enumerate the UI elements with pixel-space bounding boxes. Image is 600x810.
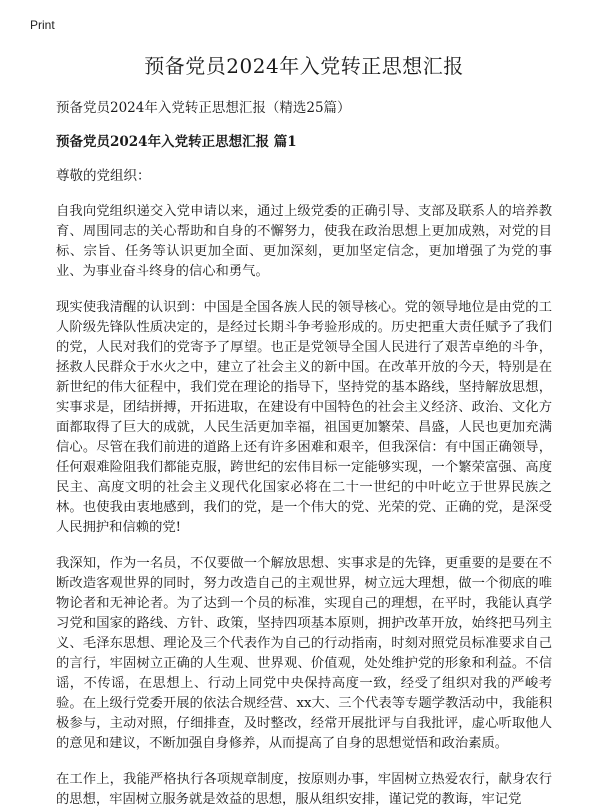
salutation: 尊敬的党组织： (56, 168, 151, 184)
paragraph-4: 在工作上，我能严格执行各项规章制度，按原则办事，牢固树立热爱农行，献身农行的思想，牢固树立服务就是效益的思想，服从组织安排，谨记党的教诲，牢记党 (56, 772, 552, 807)
paragraph-1: 自我向党组织递交入党申请以来，通过上级党委的正确引导、支部及联系人的培养教育、周围同志的关心帮助和自身的不懈努力，使我在政治思想上更加成熟，对党的目标、宗旨、任务等认识更加全面、更加深刻，更加坚定信念，更加增强了为党的事业、为事业奋斗终身的信心和勇气。 (56, 204, 552, 279)
document-subtitle: 预备党员2024年入党转正思想汇报（精选25篇） (56, 100, 351, 116)
document-body (56, 48, 552, 810)
print-label[interactable]: Print (30, 18, 55, 32)
section-heading: 预备党员2024年入党转正思想汇报 篇1 (56, 134, 297, 150)
document-title: 预备党员2024年入党转正思想汇报 (144, 54, 464, 78)
paragraph-2: 现实使我清醒的认识到：中国是全国各族人民的领导核心。党的领导地位是由党的工人阶级先锋队性质决定的，是经过长期斗争考验形成的。历史把重大责任赋予了我们的党，人民对我们的党寄予了厚望。也正是党领导全国人民进行了艰苦卓绝的斗争，拯救人民群众于水火之中，建立了社会主义的新中国。在改革开放的今天，特别是在新世纪的伟大征程中，我们党在理论的指导下，坚持党的基本路线，坚持解放思想，实事求是，团结拼搏，开拓进取，在建设有中国特色的社会主义经济、政治、文化方面都取得了巨大的成就，人民生活更加幸福，祖国更加繁荣、昌盛，人民也更加充满信心。尽管在我们前进的道路上还有许多困难和艰辛，但我深信：有中国正确领导，任何艰难险阻我们都能克服，跨世纪的宏伟目标一定能够实现，一个繁荣富强、高度民主、高度文明的社会主义现代化国家必将在二十一世纪的中叶屹立于世界民族之林。也使我由衷地感到，我们的党，是一个伟大的党、光荣的党、正确的党，是深受人民拥护和信赖的党! (56, 300, 552, 535)
paragraph-3: 我深知，作为一名员，不仅要做一个解放思想、实事求是的先锋，更重要的是要在不断改造客观世界的同时，努力改造自己的主观世界，树立远大理想，做一个彻底的唯物论者和无神论者。为了达到一个员的标准，实现自己的理想，在平时，我能认真学习党和国家的路线、方针、政策，坚持四项基本原则，拥护改革开放，始终把马列主义、毛泽东思想、理论及三个代表作为自己的行动指南，时刻对照党员标准要求自己的言行，牢固树立正确的人生观、世界观、价值观，处处维护党的形象和利益。不信谣，不传谣，在思想上、行动上同党中央保持高度一致，经受了组织对我的严峻考验。在上级行党委开展的依法合规经营、xx大、三个代表等专题学教活动中，我能积极参与，主动对照，仔细排查，及时整改，经常开展批评与自我批评，虚心听取他人的意见和建议，不断加强自身修养，从而提高了自身的思想觉悟和政治素质。 (56, 556, 552, 751)
